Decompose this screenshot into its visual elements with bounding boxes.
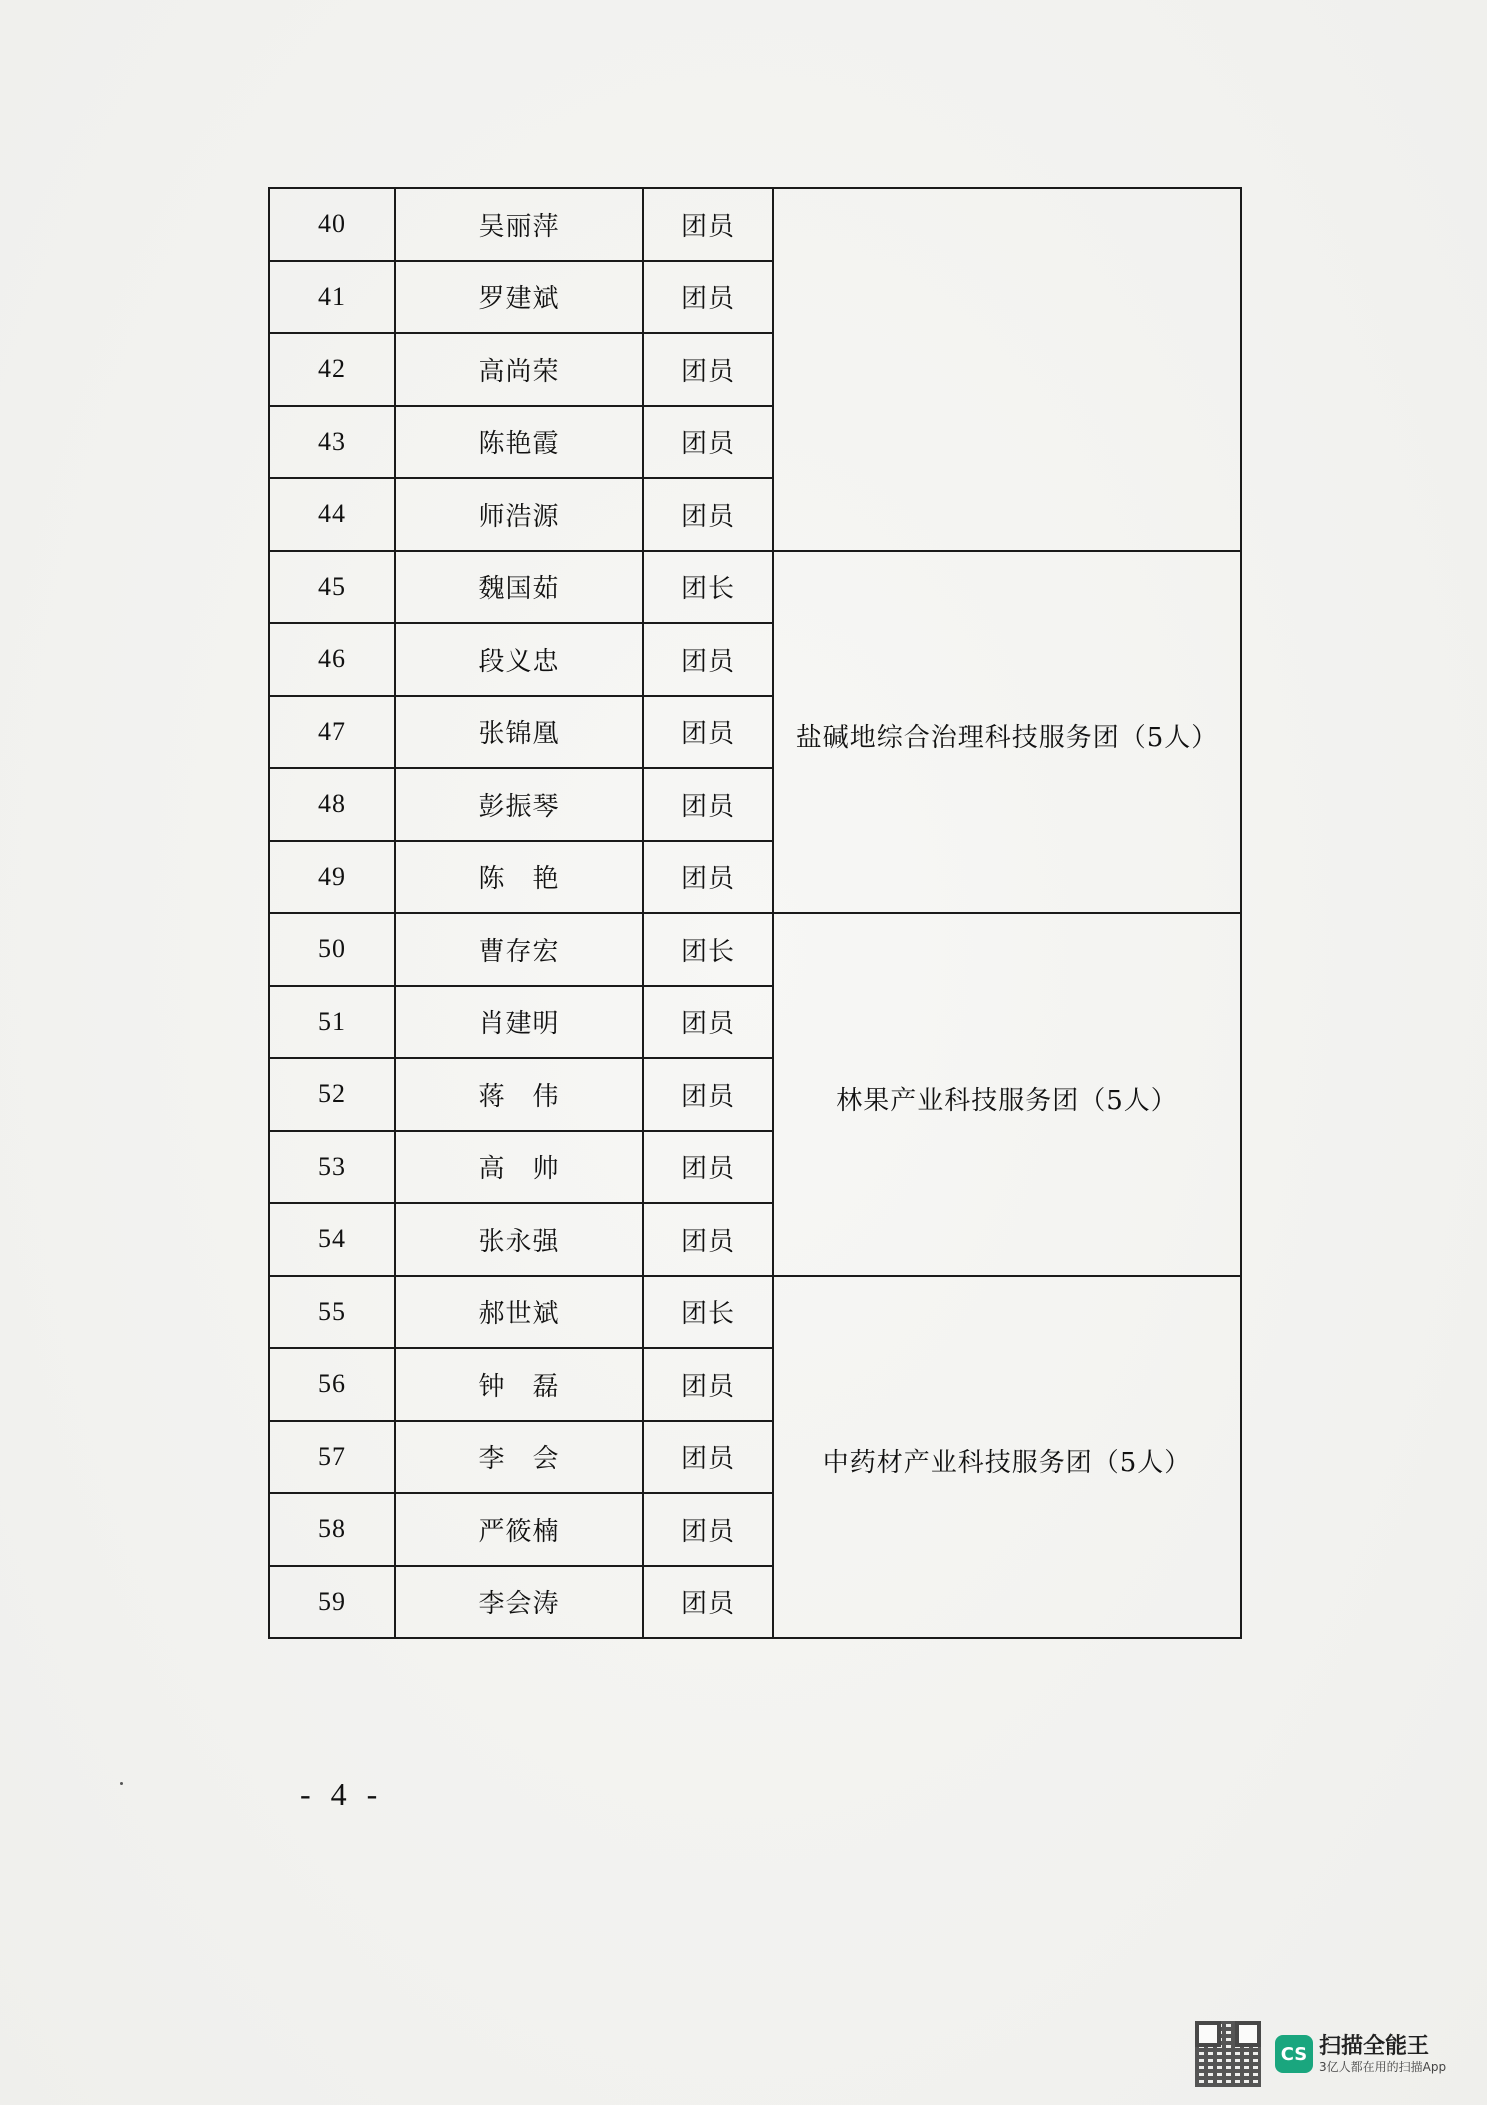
qr-code-icon: [1195, 2021, 1261, 2087]
member-name: 吴丽萍: [395, 188, 643, 261]
member-name: 陈 艳: [395, 841, 643, 914]
row-number: 52: [269, 1058, 395, 1131]
member-name: 李会涛: [395, 1566, 643, 1639]
member-role: 团员: [643, 1058, 773, 1131]
row-number: 59: [269, 1566, 395, 1639]
brand-name: 扫描全能王: [1319, 2034, 1430, 2059]
table-row: [269, 188, 1241, 261]
member-name: 曹存宏: [395, 913, 643, 986]
row-number: 40: [269, 188, 395, 261]
member-name: 陈艳霞: [395, 406, 643, 479]
cs-logo-icon: CS: [1275, 2035, 1313, 2073]
row-number: 49: [269, 841, 395, 914]
member-role: 团员: [643, 188, 773, 261]
team-cell: [773, 188, 1241, 551]
row-number: 45: [269, 551, 395, 624]
team-cell: [773, 913, 1241, 1276]
member-name: 魏国茹: [395, 551, 643, 624]
member-role: 团员: [643, 1203, 773, 1276]
row-number: 57: [269, 1421, 395, 1494]
member-name: 张永强: [395, 1203, 643, 1276]
brand-tagline: 3亿人都在用的扫描App: [1319, 2060, 1447, 2074]
team-label: 中药材产业科技服务团（5人）: [822, 1448, 1192, 1479]
row-number: 51: [269, 986, 395, 1059]
member-role: 团员: [643, 261, 773, 334]
roster-table: [268, 187, 1242, 1639]
row-number: 55: [269, 1276, 395, 1349]
team-cell: [773, 551, 1241, 914]
member-name: 高尚荣: [395, 333, 643, 406]
member-name: 师浩源: [395, 478, 643, 551]
team-label: 林果产业科技服务团（5人）: [836, 1085, 1178, 1116]
scanner-watermark: [1195, 2020, 1455, 2088]
member-role: 团长: [643, 913, 773, 986]
member-role: 团员: [643, 986, 773, 1059]
member-role: 团员: [643, 1131, 773, 1204]
row-number: 43: [269, 406, 395, 479]
row-number: 50: [269, 913, 395, 986]
row-number: 54: [269, 1203, 395, 1276]
page-number: - 4 -: [300, 1776, 384, 1812]
member-role: 团员: [643, 333, 773, 406]
table-row: [269, 1276, 1241, 1349]
member-role: 团员: [643, 406, 773, 479]
row-number: 46: [269, 623, 395, 696]
member-name: 郝世斌: [395, 1276, 643, 1349]
member-name: 严筱楠: [395, 1493, 643, 1566]
member-role: 团员: [643, 768, 773, 841]
member-name: 罗建斌: [395, 261, 643, 334]
row-number: 53: [269, 1131, 395, 1204]
member-name: 张锦凰: [395, 696, 643, 769]
member-name: 高 帅: [395, 1131, 643, 1204]
brand-block: [1319, 2034, 1446, 2074]
row-number: 56: [269, 1348, 395, 1421]
member-role: 团员: [643, 478, 773, 551]
row-number: 42: [269, 333, 395, 406]
row-number: 47: [269, 696, 395, 769]
member-role: 团员: [643, 623, 773, 696]
row-number: 41: [269, 261, 395, 334]
member-role: 团员: [643, 1421, 773, 1494]
member-role: 团长: [643, 551, 773, 624]
member-name: 彭振琴: [395, 768, 643, 841]
row-number: 58: [269, 1493, 395, 1566]
member-role: 团员: [643, 696, 773, 769]
member-role: 团员: [643, 1566, 773, 1639]
member-name: 蒋 伟: [395, 1058, 643, 1131]
member-role: 团员: [643, 1348, 773, 1421]
table-row: [269, 551, 1241, 624]
member-role: 团员: [643, 1493, 773, 1566]
team-cell: [773, 1276, 1241, 1639]
member-role: 团员: [643, 841, 773, 914]
scan-speck: [120, 1782, 123, 1785]
table-row: [269, 913, 1241, 986]
member-name: 李 会: [395, 1421, 643, 1494]
row-number: 48: [269, 768, 395, 841]
member-name: 段义忠: [395, 623, 643, 696]
row-number: 44: [269, 478, 395, 551]
member-role: 团长: [643, 1276, 773, 1349]
team-label: 盐碱地综合治理科技服务团（5人）: [795, 723, 1219, 754]
member-name: 钟 磊: [395, 1348, 643, 1421]
member-name: 肖建明: [395, 986, 643, 1059]
